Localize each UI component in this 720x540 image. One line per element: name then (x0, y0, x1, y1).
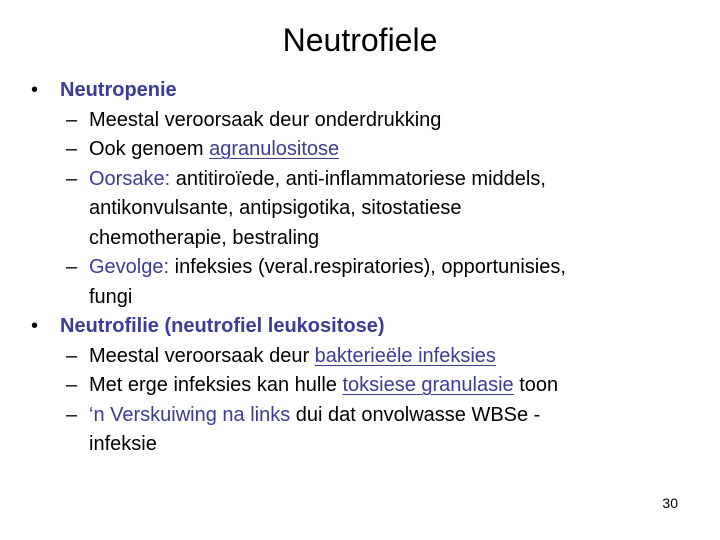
dash: – (66, 108, 78, 131)
dash: – (66, 374, 78, 396)
shift-term: ‘n Verskuiwing na links (89, 403, 291, 426)
bullet-neutropenie (0, 76, 720, 106)
link-agranulositose[interactable]: agranulositose (209, 138, 340, 160)
shift-line-2: infeksie (89, 433, 157, 455)
sub-item-shift-left-cont (0, 430, 720, 460)
sub-item-cause-bacterial (0, 342, 720, 372)
shift-suffix: dui dat onvolwasse WBSe - (290, 403, 541, 426)
sub-item-severe (0, 371, 720, 401)
bullet-dot: • (31, 315, 39, 337)
heading-neutropenie: Neutropenie (60, 79, 177, 101)
sub-item-also-called (0, 135, 720, 165)
page-number: 30 (662, 495, 678, 511)
dash: – (66, 256, 78, 278)
oorsake-line-2: antikonvulsante, antipsigotika, sitostatiese (89, 197, 462, 219)
oorsake-line-3: chemotherapie, bestraling (89, 226, 320, 249)
cause-text: Meestal veroorsaak deur onderdrukking (89, 108, 442, 131)
gevolge-label: Gevolge: (89, 256, 170, 278)
bullet-dot: • (31, 79, 39, 101)
sub-item-gevolge (0, 253, 720, 283)
gevolge-line-2: fungi (89, 285, 133, 308)
link-toksiese-granulasie[interactable]: toksiese granulasie (342, 374, 514, 396)
dash: – (66, 138, 78, 160)
gevolge-line-1: infeksies (veral.respiratories), opportunisies, (169, 256, 566, 278)
bullet-neutrofilie (0, 312, 720, 342)
dash: – (66, 167, 78, 190)
severe-suffix: toon (513, 374, 559, 396)
severe-prefix: Met erge infeksies kan hulle (89, 374, 343, 396)
slide-title: Neutrofiele (282, 22, 438, 58)
heading-neutrofilie: Neutrofilie (neutrofiel leukositose) (60, 315, 385, 337)
sub-item-cause (0, 106, 720, 136)
dash: – (66, 344, 78, 367)
oorsake-line-1: antitiroïede, anti-inflammatoriese middels, (170, 167, 546, 190)
also-called-prefix: Ook genoem (89, 138, 210, 160)
oorsake-label: Oorsake: (89, 167, 171, 190)
sub-item-oorsake-cont (0, 194, 720, 224)
sub-item-oorsake (0, 165, 720, 195)
sub-item-shift-left (0, 401, 720, 431)
sub-item-oorsake-cont (0, 224, 720, 254)
cause-prefix: Meestal veroorsaak deur (89, 344, 315, 367)
sub-item-gevolge-cont (0, 283, 720, 313)
slide-content (0, 76, 720, 460)
dash: – (66, 403, 78, 426)
link-bakteriele-infeksies[interactable]: bakterieële infeksies (314, 344, 496, 367)
